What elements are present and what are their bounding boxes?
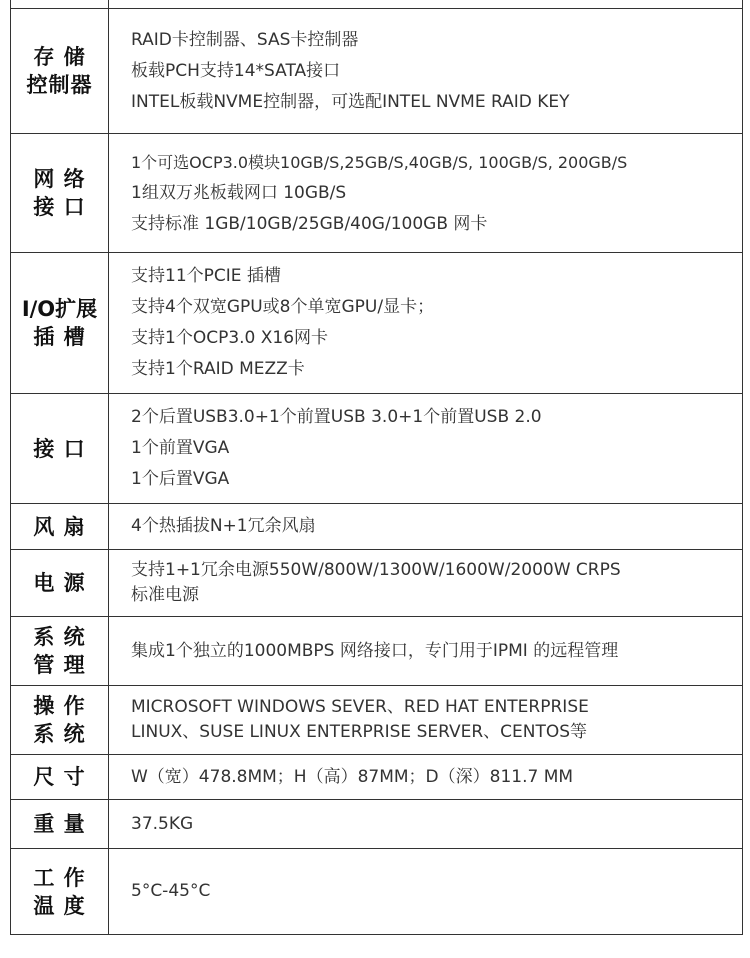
table-row (11, 849, 743, 935)
table-row (11, 800, 743, 849)
row-label (11, 134, 109, 253)
row-label (11, 0, 109, 9)
table-row (11, 253, 743, 394)
row-label (11, 504, 109, 550)
row-value (109, 394, 743, 504)
label-line: 存 储 (33, 45, 86, 69)
value-line: 标准电源 (131, 585, 199, 605)
label-line: 管 理 (33, 653, 86, 677)
label-line: I/O扩展 (21, 297, 98, 321)
row-value (109, 9, 743, 134)
label-line: 风 扇 (33, 514, 86, 539)
label-line: 重 量 (33, 812, 86, 836)
row-label (11, 253, 109, 394)
label-line: 接 口 (33, 195, 86, 219)
label-line: 操 作 (33, 694, 86, 718)
row-label (11, 550, 109, 617)
table-row (11, 755, 743, 800)
row-value (109, 686, 743, 755)
value-line: 集成1个独立的1000MBPS 网络接口，专门用于IPMI 的远程管理 (131, 640, 619, 661)
value-line: W（宽）478.8MM；H（高）87MM；D（深）811.7 MM (131, 766, 574, 787)
value-line: 5°C-45°C (131, 881, 211, 901)
value-line: 支持1个RAID MEZZ卡 (131, 359, 305, 379)
row-value (109, 617, 743, 686)
row-value (109, 0, 743, 9)
value-line: LINUX、SUSE LINUX ENTERPRISE SERVER、CENTOS等 (131, 722, 588, 742)
table-row (11, 394, 743, 504)
row-value (109, 504, 743, 550)
value-line: RAID卡控制器、SAS卡控制器 (131, 29, 359, 50)
value-line: 支持1+1冗余电源550W/800W/1300W/1600W/2000W CRPS (131, 560, 621, 580)
label-line: 尺 寸 (33, 765, 86, 789)
row-label (11, 800, 109, 849)
label-line: 插 槽 (33, 325, 86, 349)
label-line: 系 统 (33, 625, 86, 649)
row-value (109, 800, 743, 849)
value-line: 37.5KG (131, 813, 194, 834)
value-line: 4个热插拔N+1冗余风扇 (131, 516, 316, 536)
label-line: 接 口 (33, 436, 86, 461)
value-line: 1个可选OCP3.0模块10GB/S,25GB/S,40GB/S, 100GB/S, 200GB/S (131, 152, 628, 172)
row-label (11, 686, 109, 755)
value-line: 1个后置VGA (131, 469, 230, 489)
label-line: 网 络 (33, 167, 86, 191)
table-row (11, 504, 743, 550)
row-label (11, 394, 109, 504)
value-line: 支持1个OCP3.0 X16网卡 (131, 328, 329, 348)
label-line: 控制器 (26, 73, 93, 97)
value-line: INTEL板载NVME控制器，可选配INTEL NVME RAID KEY (131, 91, 570, 112)
table-row (11, 550, 743, 617)
label-line: 工 作 (33, 865, 86, 890)
label-line: 系 统 (33, 722, 86, 746)
value-line: 支持11个PCIE 插槽 (131, 266, 281, 286)
label-line: 电 源 (33, 571, 86, 595)
table-row (11, 134, 743, 253)
value-line: 板载PCH支持14*SATA接口 (131, 60, 341, 81)
table-row (11, 9, 743, 134)
value-line: MICROSOFT WINDOWS SEVER、RED HAT ENTERPRISE (131, 697, 589, 717)
value-line: 2个后置USB3.0+1个前置USB 3.0+1个前置USB 2.0 (131, 407, 542, 427)
row-label (11, 849, 109, 935)
table-row (11, 686, 743, 755)
row-value (109, 550, 743, 617)
row-value (109, 134, 743, 253)
row-label (11, 617, 109, 686)
row-label (11, 9, 109, 134)
row-value (109, 849, 743, 935)
row-label (11, 755, 109, 800)
value-line: 1组双万兆板载网口 10GB/S (131, 182, 347, 203)
row-value (109, 755, 743, 800)
spec-table (10, 0, 743, 935)
value-line: 1个前置VGA (131, 438, 230, 458)
row-value (109, 253, 743, 394)
table-row (11, 617, 743, 686)
value-line: 支持标准 1GB/10GB/25GB/40G/100GB 网卡 (131, 213, 488, 234)
table-row (11, 0, 743, 9)
label-line: 温 度 (33, 893, 86, 918)
value-line: 支持4个双宽GPU或8个单宽GPU/显卡； (131, 297, 435, 317)
